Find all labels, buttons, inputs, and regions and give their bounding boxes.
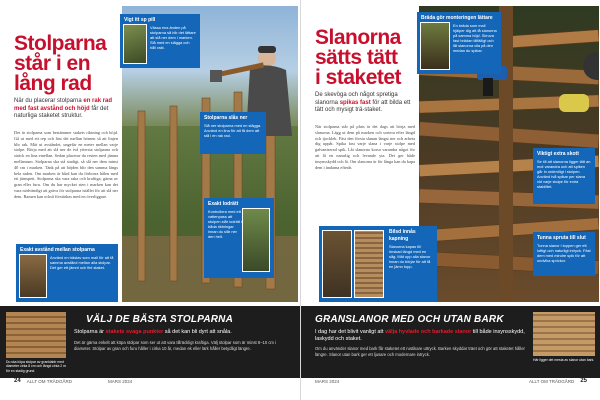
left-box-distance-title: Exakt avstånd mellan stolparna (20, 247, 95, 253)
right-headline-line-1: Slanorna (315, 26, 401, 49)
left-page-number: 24 (14, 378, 21, 384)
left-box-spacing (204, 198, 274, 278)
left-headline (14, 34, 106, 94)
right-issue: MARS 2024 (315, 378, 340, 384)
left-box-post-top-thumb (123, 24, 147, 64)
left-band-title: VÄLJ DE BÄSTA STOLPARNA (86, 314, 234, 325)
right-folio (315, 378, 587, 384)
right-band-photo (533, 312, 595, 356)
right-page-number: 25 (580, 378, 587, 384)
right-box-layout (319, 226, 437, 302)
left-band-photo (6, 312, 66, 358)
right-box-drill-text: En bräda som mall hjälper dig att få slanorna på samma höjd. Skruva fast brädan tillfälligt och låt slanorna vila på den medan du spikar. (453, 23, 497, 54)
left-body-text: Det är stolparna som bestämmer stakets riktning och höjd. Gå ut med ett rep och fäst det mellan hörnen så att linjen blir rak. Mät ut avståndet, ungefär en meter mellan varje stolpe. Börja med att slå ner de två yttersta stolparna och sträck en lina emellan. Sedan placerar du resten med jämna mellanrum. Stolparna ska stå stadigt, så slå ner dem minst 40 cm i marken. Tänk på att höjden blir den samma längs hela raden. Om marken är hård kan du förborra hålen med ett järnspett. Stolparna ska vara raka och kraftiga, gärna av gran eller furu. Om du har mycket sten i marken kan det vara nödvändigt att gräva för stolparna istället för att slå ner dem. Ramen kan också förstärkas med en överliggare. (14, 130, 118, 199)
right-box-layout-thumb-1 (322, 230, 352, 298)
right-band-caption: Här ligger det mesta av slanor utan bark. (533, 358, 595, 362)
right-band-title: GRANSLANOR MED OCH UTAN BARK (315, 314, 504, 325)
left-box-post-top (120, 14, 200, 68)
right-box-drill (417, 12, 501, 74)
left-box-spacing-text: Kontrollera med ett vattenpass att stolpen står lodrätt i båda riktningar innan du slår ner den helt. (208, 209, 242, 240)
right-band-lead (315, 329, 525, 343)
right-box-drill-thumb (420, 22, 450, 70)
left-band-lead (74, 329, 294, 336)
left-headline-line-3: lång rad (14, 71, 92, 95)
left-box-spacing-thumb (242, 208, 270, 272)
left-lead-post: får det naturliga staketet struktur. (14, 105, 109, 119)
right-band-body: Om du använder slanor med bark får staketet ett rustikare uttryck. Barken skyddar träet och gör att staketet håller längre. Slanor utan bark ger ett ljusare och modernare intryck. (315, 346, 525, 357)
left-box-distance (16, 244, 118, 302)
left-box-post-top-text: Vässa ena änden på stolparna så blir det lättare att slå ner dem i marken. Slå med en slägga och håll rakt. (150, 25, 196, 51)
left-box-post-top-title: Vigt itt sp pill (124, 17, 156, 23)
left-headline-line-1: Stolparna (14, 32, 107, 55)
right-box-layout-thumb-2 (354, 230, 384, 298)
right-lead-post: för att bilda ett tätt och mysigt trä-staket. (315, 99, 411, 113)
right-box-loose-text: Tunna slanor i toppen ger ett luftigt och naturligt intryck. Fäst dem med mindre spik för att undvika sprickor. (537, 243, 591, 264)
right-box-extra-fast-title: Viktigt extra skott (537, 151, 579, 157)
left-lead-pre: När du placerar stolparna (14, 98, 84, 104)
right-folio-group (529, 378, 587, 384)
left-lead-bold: en rak rad med fast avstånd och höjd (14, 98, 113, 112)
right-box-loose-title: Tunna spruta till slut (537, 235, 586, 241)
right-lead-bold: spikas fast (339, 99, 371, 106)
left-headline-line-2: står i en (14, 51, 91, 75)
left-box-posts-down (200, 112, 266, 154)
right-band-lead-post: till både insynsskydd, laskydd och staket. (315, 329, 525, 342)
left-band-lead-post: så det kan bli dyrt att snåla. (163, 329, 232, 335)
right-bottom-band (301, 306, 600, 378)
right-box-loose (533, 232, 595, 276)
left-box-distance-text: Använd en trästav som mall för att få samma avstånd mellan alla stolpar. Det ger ett jämnt och fint staket. (50, 255, 114, 271)
right-box-extra-fast-text: Se till att slanorna ligger tätt an mot varandra och att spiken går in ordentligt i stolpen. Använd två spikar per slana vid varje stolpe för extra stabilitet. (537, 159, 591, 190)
right-band-lead-bold: välja hyvlade och barkade slanor (385, 329, 472, 335)
right-band-lead-pre: I dag har det blivit vanligt att (315, 329, 386, 335)
right-box-layout-text: Slanorna kapas till önskad längd med en såg. Mät upp alla slanor innan du börjar för att få en jämn topp. (389, 243, 431, 269)
right-lead (315, 92, 415, 115)
left-band-body: Det är gärna enkelt att köpa stolpar som ser ut att vara tillräckligt kraftiga. Välj stolpar som är minst 8–10 cm i diameter. Stolpar av gran och furu håller i cirka 10 år, medan ek eller lärk håller betydligt längre. (74, 340, 277, 351)
left-issue: MARS 2024 (107, 378, 133, 384)
left-box-spacing-title: Exakt lodrätt (208, 201, 239, 207)
left-band-lead-bold: stakets svaga punkter (105, 329, 164, 335)
right-body-text: När stolparna står på plats är det dags att börja med slanorna. Lägg ut dem på marken och sortera efter längd och tjocklek. Fäst den första slanan längst ner och arbeta dig uppåt. Spika fast varje slana i varje stolpe med galvaniserad spik. Låt slanorna korsa varandra något för att få en naturlig och levande yta. Det ger både insynsskydd och lä. Om slanorna är för långa kan du kapa dem i ändarna efteråt. (315, 124, 415, 170)
left-box-posts-down-title: Stolparna slås ner (204, 115, 248, 121)
right-box-extra-fast (533, 148, 595, 204)
left-bottom-band (0, 306, 300, 378)
left-box-distance-thumb (19, 254, 47, 298)
right-box-drill-title: Bräda gör monteringen lättare (421, 15, 493, 21)
right-page (300, 0, 600, 400)
right-magazine-name: ALLT OM TRÄDGÅRD (529, 378, 575, 384)
right-headline-line-3: i staketet (315, 65, 402, 89)
right-box-layout-title: Bilsd innås kapning (389, 229, 416, 242)
left-lead (14, 98, 118, 121)
right-headline-line-2: sätts tätt (315, 45, 398, 69)
left-folio (14, 378, 132, 384)
right-headline (315, 28, 401, 88)
left-box-posts-down-text: Slå ner stolparna med en slägga. Använd en lina för att få dem att stå i en rak rad. (204, 123, 262, 139)
left-band-lead-pre: Stolparna är (74, 329, 106, 335)
left-band-caption: Du ska köpa stolpar av granklabb med diameter cirka 8 cm och längd cirka 2 m för en stadig grund. (6, 360, 66, 373)
right-lead-pre: De skevöga och något spretiga slanorna (315, 92, 398, 106)
left-magazine-name: ALLT OM TRÄDGÅRD (26, 378, 72, 384)
